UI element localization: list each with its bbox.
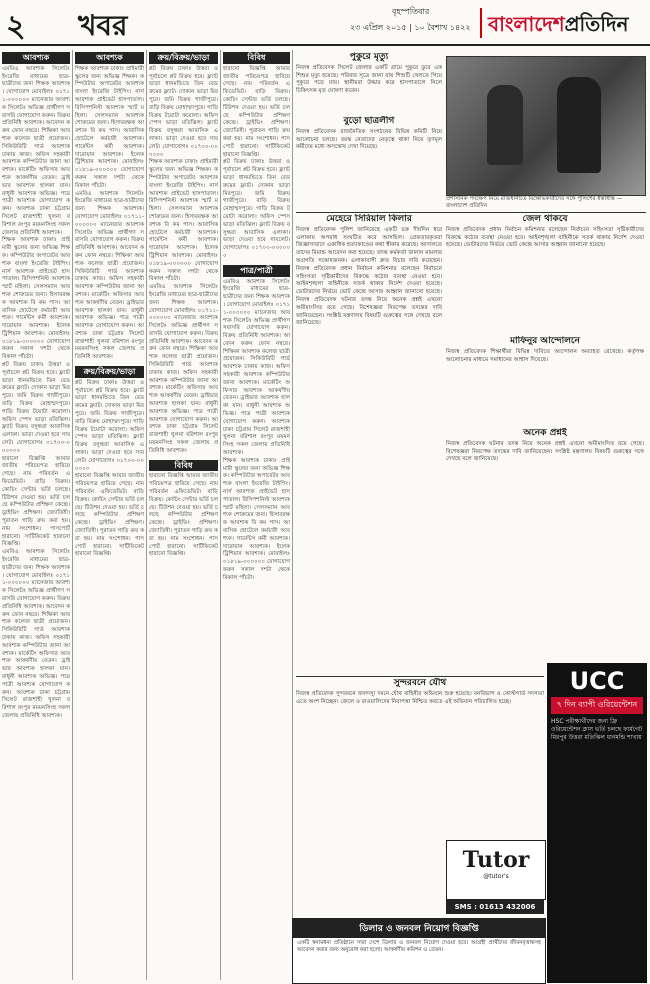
story-body: নিজস্ব প্রতিবেদক পুলিশ জানিয়েছে একটি চক্র দীর্ঘদিন ধরে এলাকায় অপরাধ সংঘটিত করে আসছিল। গ্রেফতারকৃতরা জিজ্ঞাসাবাদে একাধিক হত্যাকাণ্ডের কথা স্বীকার করেছে। আদালতে তাদের রিমান্ড আবেদন করা হয়েছে। তদন্ত কর্মকর্তা জানান মামলার অগ্রগতি সন্তোষজনক। এলাকাবাসী দ্রুত বিচার দাবি করেছেন। [296,226,442,264]
classified-text: শিক্ষক আবশ্যক ঢাকাঃ প্রাইমারী স্কুলের জন্য অভিজ্ঞ শিক্ষক। কম্পিউটার অপারেটর আবশ্যক বাংলা ইংরেজি টাইপিং। নার্স আবশ্যক প্রাইভেট হাসপাতাল। রিসিপশনিস্ট আবশ্যক স্মার্ট মহিলা। সেলসম্যান আবশ্যক শোরুমের জন্য। হিসাবরক্ষক আবশ্যক বি কম পাস। আবাসিক হোটেলে কর্মচারী আবশ্যক। গার্মেন্টস কর্মী আবশ্যক। দারোয়ান আবশ্যক। ইলেকট্রিশিয়ান আবশ্যক। মোবাইলঃ ০১৮১৯-০০০০০০ যোগাযোগ করুন সকাল দশটা থেকে বিকাল পাঁচটা। [75,65,144,189]
classified-text: হারানো বিজ্ঞপ্তি আমার জাতীয় পরিচয়পত্র হারিয়ে গেছে। নাম পরিবর্তন এফিডেভিট। বাড়ি বিক্রয়। কোচিং সেন্টার ভর্তি চলছে। টিউশন দেওয়া হয়। ভর্তি চলছে কম্পিউটার প্রশিক্ষণ কেন্দ্রে। ড্রাইভিং প্রশিক্ষণ। জ্যোতিষী। পুরাতন গাড়ি ক্রয় করা হয়। নাম সংশোধন। পাসপোর্ট হারানো। সার্টিফিকেট হারানো বিজ্ঞপ্তি। [75,473,144,558]
classified-text: এমবিএ আবশ্যক সিলেটঃ ইংরেজি মাধ্যমের ছাত্র-ছাত্রীদের জন্য শিক্ষক আবশ্যক। যোগাযোগ মোবাইলঃ ০১৭১১-০০০০০০ ম্যানেজার আবশ্যক সিলেটঃ অভিজ্ঞ প্রার্থীগণ সরাসরি যোগাযোগ করুন। বিক্রয় প্রতিনিধি আবশ্যক। আবেদন করুন ফোন নম্বরে। শিক্ষিকা আবশ্যক কলেজ ছাত্রী প্রয়োজন। সিকিউরিটি গার্ড আবশ্যক ঢাকায় কাজ। অফিস সহকারী আবশ্যক কম্পিউটার জানা আবশ্যক। মার্কেটিং অফিসার আবশ্যক আকর্ষণীয় বেতন। ড্রাইভার আবশ্যক হালকা যান। রাধুনী আবশ্যক অভিজ্ঞ। পাত্র পাত্রী আবশ্যক যোগাযোগ করুন। আবশ্যক ঢাকা চট্টগ্রাম সিলেট রাজশাহী খুলনা বরিশাল রংপুর ময়মনসিংহ সকল জেলায় প্রতিনিধি আবশ্যক। [149,284,218,454]
news-photo [446,56,646,196]
story-separator [296,676,544,677]
classified-column-4 [223,52,290,982]
story-headline: জেল থাকবে [522,214,568,224]
column-heading: বিবিধ [149,460,218,472]
news-story [446,428,644,660]
story-body: নিজস্ব প্রতিবেদক প্রধান নির্বাচন কমিশনার বলেছেন নির্বাচনে সহিংসতা সৃষ্টিকারীদের বিরুদ্ধে কঠোর ব্যবস্থা নেওয়া হবে। আইনশৃঙ্খলা বাহিনীকে সতর্ক থাকার নির্দেশ দেওয়া হয়েছে। ভোটারদের নির্ভয়ে ভোট কেন্দ্রে আসার আহ্বান জানানো হয়েছে। [296,265,442,296]
story-body: নিজস্ব প্রতিবেদক শিক্ষার্থীরা বিভিন্ন দাবিতে আন্দোলন অব্যাহত রেখেছে। কর্তৃপক্ষ আলোচনার মাধ্যমে সমাধানের আশ্বাস দিয়েছে। [446,348,644,363]
classified-text: প্লট বিক্রয় ঢাকাঃ উত্তরা ও পূর্বাচলে প্লট বিক্রয় হবে। ফ্ল্যাট ভাড়া ধানমন্ডিতে তিন বেডরুমের ফ্ল্যাট। দোকান ভাড়া মিরপুরে। জমি বিক্রয় গাজীপুরে। বাড়ি বিক্রয় মোহাম্মদপুরে। গাড়ি বিক্রয় টয়োটা করোলা। অফিস স্পেস ভাড়া মতিঝিল। ফ্ল্যাট বিক্রয় বসুন্ধরা আবাসিক এলাকা। ভাড়া দেওয়া হবে সাবলেট। যোগাযোগঃ ০১৭০০-০০০০০০ [149,65,218,158]
classified-text: এমবিএ আবশ্যক সিলেটঃ ইংরেজি মাধ্যমের ছাত্র-ছাত্রীদের জন্য শিক্ষক আবশ্যক। যোগাযোগ মোবাইলঃ ০১৭১১-০০০০০০ ম্যানেজার আবশ্যক সিলেটঃ অভিজ্ঞ প্রার্থীগণ সরাসরি যোগাযোগ করুন। বিক্রয় প্রতিনিধি আবশ্যক। আবেদন করুন ফোন নম্বরে। শিক্ষিকা আবশ্যক কলেজ ছাত্রী প্রয়োজন। সিকিউরিটি গার্ড আবশ্যক ঢাকায় কাজ। অফিস সহকারী আবশ্যক কম্পিউটার জানা আবশ্যক। মার্কেটিং অফিসার আবশ্যক আকর্ষণীয় বেতন। ড্রাইভার আবশ্যক হালকা যান। রাধুনী আবশ্যক অভিজ্ঞ। পাত্র পাত্রী আবশ্যক যোগাযোগ করুন। আবশ্যক ঢাকা চট্টগ্রাম সিলেট রাজশাহী খুলনা বরিশাল রংপুর ময়মনসিংহ সকল জেলায় প্রতিনিধি আবশ্যক। [75,190,144,361]
brand-logo [480,8,650,38]
photo-figure [487,85,523,165]
dealer-ad-body: একটি স্বনামধন্য প্রতিষ্ঠানে সারা দেশে ডিলার ও জনবল নিয়োগ দেওয়া হবে। আগ্রহী প্রার্থীদের জীবনবৃত্তান্তসহ আবেদন করার জন্য অনুরোধ করা হলো। আকর্ষণীয় কমিশন ও বেতন। [297,940,541,953]
issue-date: ২৩ এপ্রিল ২০১৫ | ১০ বৈশাখ ১৪২২ [350,23,471,32]
tutor-logo: Tutor [462,847,530,873]
classified-text: প্লট বিক্রয় ঢাকাঃ উত্তরা ও পূর্বাচলে প্লট বিক্রয় হবে। ফ্ল্যাট ভাড়া ধানমন্ডিতে তিন বেডরুমের ফ্ল্যাট। দোকান ভাড়া মিরপুরে। জমি বিক্রয় গাজীপুরে। বাড়ি বিক্রয় মোহাম্মদপুরে। গাড়ি বিক্রয় টয়োটা করোলা। অফিস স্পেস ভাড়া মতিঝিল। ফ্ল্যাট বিক্রয় বসুন্ধরা আবাসিক এলাকা। ভাড়া দেওয়া হবে সাবলেট। যোগাযোগঃ ০১৭০০-০০০০০০ [75,379,144,472]
page-number: ২ [6,9,26,44]
column-heading: আবশ্যক [75,52,144,64]
classified-text: এমবিএ আবশ্যক সিলেটঃ ইংরেজি মাধ্যমের ছাত্র-ছাত্রীদের জন্য শিক্ষক আবশ্যক। যোগাযোগ মোবাইলঃ ০১৭১১-০০০০০০ ম্যানেজার আবশ্যক সিলেটঃ অভিজ্ঞ প্রার্থীগণ সরাসরি যোগাযোগ করুন। বিক্রয় প্রতিনিধি আবশ্যক। আবেদন করুন ফোন নম্বরে। শিক্ষিকা আবশ্যক কলেজ ছাত্রী প্রয়োজন। সিকিউরিটি গার্ড আবশ্যক ঢাকায় কাজ। অফিস সহকারী আবশ্যক কম্পিউটার জানা আবশ্যক। মার্কেটিং অফিসার আবশ্যক আকর্ষণীয় বেতন। ড্রাইভার আবশ্যক হালকা যান। রাধুনী আবশ্যক অভিজ্ঞ। পাত্র পাত্রী আবশ্যক যোগাযোগ করুন। আবশ্যক ঢাকা চট্টগ্রাম সিলেট রাজশাহী খুলনা বরিশাল রংপুর ময়মনসিংহ সকল জেলায় প্রতিনিধি আবশ্যক। [223,278,290,457]
classified-text: হারানো বিজ্ঞপ্তি আমার জাতীয় পরিচয়পত্র হারিয়ে গেছে। নাম পরিবর্তন এফিডেভিট। বাড়ি বিক্রয়। কোচিং সেন্টার ভর্তি চলছে। টিউশন দেওয়া হয়। ভর্তি চলছে কম্পিউটার প্রশিক্ষণ কেন্দ্রে। ড্রাইভিং প্রশিক্ষণ। জ্যোতিষী। পুরাতন গাড়ি ক্রয় করা হয়। নাম সংশোধন। পাসপোর্ট হারানো। সার্টিফিকেট হারানো বিজ্ঞপ্তি। [2,455,70,548]
masthead [0,0,650,46]
story-body: নিজস্ব প্রতিবেদক প্রধান নির্বাচন কমিশনার বলেছেন নির্বাচনে সহিংসতা সৃষ্টিকারীদের বিরুদ্ধে কঠোর ব্যবস্থা নেওয়া হবে। আইনশৃঙ্খলা বাহিনীকে সতর্ক থাকার নির্দেশ দেওয়া হয়েছে। ভোটারদের নির্ভয়ে ভোট কেন্দ্রে আসার আহ্বান জানানো হয়েছে। [446,226,644,249]
news-story [296,116,442,198]
column-heading: ক্রয়/বিক্রয়/ভাড়া [75,366,144,378]
story-body: নিজস্ব প্রতিবেদক সিলেট জেলার একটি গ্রামে পুকুরে ডুবে এক শিশুর মৃত্যু হয়েছে। পরিবার সূত্রে জানা যায় শিশুটি খেলতে গিয়ে পুকুরে পড়ে যায়। স্থানীয়রা উদ্ধার করে হাসপাতালে নিলে চিকিৎসক মৃত ঘোষণা করেন। [296,64,442,95]
classified-text: প্লট বিক্রয় ঢাকাঃ উত্তরা ও পূর্বাচলে প্লট বিক্রয় হবে। ফ্ল্যাট ভাড়া ধানমন্ডিতে তিন বেডরুমের ফ্ল্যাট। দোকান ভাড়া মিরপুরে। জমি বিক্রয় গাজীপুরে। বাড়ি বিক্রয় মোহাম্মদপুরে। গাড়ি বিক্রয় টয়োটা করোলা। অফিস স্পেস ভাড়া মতিঝিল। ফ্ল্যাট বিক্রয় বসুন্ধরা আবাসিক এলাকা। ভাড়া দেওয়া হবে সাবলেট। যোগাযোগঃ ০১৭০০-০০০০০০ [2,362,70,454]
classified-text: হারানো বিজ্ঞপ্তি আমার জাতীয় পরিচয়পত্র হারিয়ে গেছে। নাম পরিবর্তন এফিডেভিট। বাড়ি বিক্রয়। কোচিং সেন্টার ভর্তি চলছে। টিউশন দেওয়া হয়। ভর্তি চলছে কম্পিউটার প্রশিক্ষণ কেন্দ্রে। ড্রাইভিং প্রশিক্ষণ। জ্যোতিষী। পুরাতন গাড়ি ক্রয় করা হয়। নাম সংশোধন। পাসপোর্ট হারানো। সার্টিফিকেট হারানো বিজ্ঞপ্তি। [149,473,218,558]
photo-caption: প্রশাসনিক পদক্ষেপ নিয়ে রাজধানীতে বিক্ষোভকারীদের সঙ্গে পুলিশের ধস্তাধস্তি — বাংলাদেশ প্রতিদিন [446,196,623,210]
news-story [446,336,644,426]
column-divider [220,50,221,980]
ucc-body: HSC পরীক্ষার্থীদের জন্য ফ্রি ওরিয়েন্টেশন ক্লাস ভর্তি চলছে ফার্মগেট মিরপুর উত্তরা মতিঝিল ধানমন্ডি শাখায় [551,718,643,741]
classified-text: এমবিএ আবশ্যক সিলেটঃ ইংরেজি মাধ্যমের ছাত্র-ছাত্রীদের জন্য শিক্ষক আবশ্যক। যোগাযোগ মোবাইলঃ ০১৭১১-০০০০০০ ম্যানেজার আবশ্যক সিলেটঃ অভিজ্ঞ প্রার্থীগণ সরাসরি যোগাযোগ করুন। বিক্রয় প্রতিনিধি আবশ্যক। আবেদন করুন ফোন নম্বরে। শিক্ষিকা আবশ্যক কলেজ ছাত্রী প্রয়োজন। সিকিউরিটি গার্ড আবশ্যক ঢাকায় কাজ। অফিস সহকারী আবশ্যক কম্পিউটার জানা আবশ্যক। মার্কেটিং অফিসার আবশ্যক আকর্ষণীয় বেতন। ড্রাইভার আবশ্যক হালকা যান। রাধুনী আবশ্যক অভিজ্ঞ। পাত্র পাত্রী আবশ্যক যোগাযোগ করুন। আবশ্যক ঢাকা চট্টগ্রাম সিলেট রাজশাহী খুলনা বরিশাল রংপুর ময়মনসিংহ সকল জেলায় প্রতিনিধি আবশ্যক। [2,65,70,236]
classified-column-1 [2,52,70,982]
column-divider [146,50,147,980]
news-story [296,214,442,674]
classified-column-3 [149,52,218,982]
tutor-advertisement [446,840,546,900]
tutor-sms: SMS : 01613 432006 [446,900,544,914]
classified-text: শিক্ষক আবশ্যক ঢাকাঃ প্রাইমারী স্কুলের জন্য অভিজ্ঞ শিক্ষক। কম্পিউটার অপারেটর আবশ্যক বাংলা ইংরেজি টাইপিং। নার্স আবশ্যক প্রাইভেট হাসপাতাল। রিসিপশনিস্ট আবশ্যক স্মার্ট মহিলা। সেলসম্যান আবশ্যক শোরুমের জন্য। হিসাবরক্ষক আবশ্যক বি কম পাস। আবাসিক হোটেলে কর্মচারী আবশ্যক। গার্মেন্টস কর্মী আবশ্যক। দারোয়ান আবশ্যক। ইলেকট্রিশিয়ান আবশ্যক। মোবাইলঃ ০১৮১৯-০০০০০০ যোগাযোগ করুন সকাল দশটা থেকে বিকাল পাঁচটা। [149,159,218,283]
story-body: নিজস্ব প্রতিবেদক সুন্দরবনে জলদস্যু দমনে যৌথ বাহিনীর অভিযান শুরু হয়েছে। বনবিভাগ ও কোস্টগার্ড সদস্যরা এতে অংশ নিচ্ছেন। জেলে ও বাওয়ালিদের নিরাপত্তা নিশ্চিত করতে এই অভিযান পরিচালিত হচ্ছে। [296,690,544,705]
column-divider [292,50,293,980]
tutor-handle: @tutor's [483,873,509,880]
section-title: খবর [78,9,128,42]
story-separator [296,212,646,213]
dealer-ad-title: ডিলার ও জনবল নিয়োগ বিজ্ঞপ্তি [293,919,545,938]
classified-text: এমবিএ আবশ্যক সিলেটঃ ইংরেজি মাধ্যমের ছাত্র-ছাত্রীদের জন্য শিক্ষক আবশ্যক। যোগাযোগ মোবাইলঃ ০১৭১১-০০০০০০ ম্যানেজার আবশ্যক সিলেটঃ অভিজ্ঞ প্রার্থীগণ সরাসরি যোগাযোগ করুন। বিক্রয় প্রতিনিধি আবশ্যক। আবেদন করুন ফোন নম্বরে। শিক্ষিকা আবশ্যক কলেজ ছাত্রী প্রয়োজন। সিকিউরিটি গার্ড আবশ্যক ঢাকায় কাজ। অফিস সহকারী আবশ্যক কম্পিউটার জানা আবশ্যক। মার্কেটিং অফিসার আবশ্যক আকর্ষণীয় বেতন। ড্রাইভার আবশ্যক হালকা যান। রাধুনী আবশ্যক অভিজ্ঞ। পাত্র পাত্রী আবশ্যক যোগাযোগ করুন। আবশ্যক ঢাকা চট্টগ্রাম সিলেট রাজশাহী খুলনা বরিশাল রংপুর ময়মনসিংহ সকল জেলায় প্রতিনিধি আবশ্যক। [2,549,70,719]
story-headline: সুন্দরবনে যৌথ [393,678,447,688]
story-body: নিজস্ব প্রতিবেদক ঘটনার তদন্ত নিয়ে অনেক প্রশ্নই এখনো অমীমাংসিত রয়ে গেছে। বিশেষজ্ঞরা নিরপেক্ষ তদন্তের দাবি জানিয়েছেন। সংশ্লিষ্ট মন্ত্রণালয় বিষয়টি গুরুত্বের সঙ্গে দেখছে বলে জানিয়েছে। [296,296,442,327]
story-headline: মাফিনুর আন্দোলনে [510,336,580,346]
column-heading: বিবিধ [223,52,290,64]
ucc-logo: UCC [569,667,625,695]
classified-text: হারানো বিজ্ঞপ্তি আমার জাতীয় পরিচয়পত্র হারিয়ে গেছে। নাম পরিবর্তন এফিডেভিট। বাড়ি বিক্রয়। কোচিং সেন্টার ভর্তি চলছে। টিউশন দেওয়া হয়। ভর্তি চলছে কম্পিউটার প্রশিক্ষণ কেন্দ্রে। ড্রাইভিং প্রশিক্ষণ। জ্যোতিষী। পুরাতন গাড়ি ক্রয় করা হয়। নাম সংশোধন। পাসপোর্ট হারানো। সার্টিফিকেট হারানো বিজ্ঞপ্তি। [223,65,290,158]
ucc-advertisement [547,663,647,983]
classified-text: শিক্ষক আবশ্যক ঢাকাঃ প্রাইমারী স্কুলের জন্য অভিজ্ঞ শিক্ষক। কম্পিউটার অপারেটর আবশ্যক বাংলা ইংরেজি টাইপিং। নার্স আবশ্যক প্রাইভেট হাসপাতাল। রিসিপশনিস্ট আবশ্যক স্মার্ট মহিলা। সেলসম্যান আবশ্যক শোরুমের জন্য। হিসাবরক্ষক আবশ্যক বি কম পাস। আবাসিক হোটেলে কর্মচারী আবশ্যক। গার্মেন্টস কর্মী আবশ্যক। দারোয়ান আবশ্যক। ইলেকট্রিশিয়ান আবশ্যক। মোবাইলঃ ০১৮১৯-০০০০০০ যোগাযোগ করুন সকাল দশটা থেকে বিকাল পাঁচটা। [223,457,290,581]
news-story [296,52,442,114]
photo-figure [557,77,601,173]
news-story [446,214,644,334]
brand-part2: প্রতিদিন [564,12,629,36]
story-headline: পুকুরে মৃত্যু [349,52,389,62]
column-divider [72,50,73,980]
story-body: নিজস্ব প্রতিবেদক ঘটনার তদন্ত নিয়ে অনেক প্রশ্নই এখনো অমীমাংসিত রয়ে গেছে। বিশেষজ্ঞরা নিরপেক্ষ তদন্তের দাবি জানিয়েছেন। সংশ্লিষ্ট মন্ত্রণালয় বিষয়টি গুরুত্বের সঙ্গে দেখছে বলে জানিয়েছে। [446,440,644,463]
classified-text: শিক্ষক আবশ্যক ঢাকাঃ প্রাইমারী স্কুলের জন্য অভিজ্ঞ শিক্ষক। কম্পিউটার অপারেটর আবশ্যক বাংলা ইংরেজি টাইপিং। নার্স আবশ্যক প্রাইভেট হাসপাতাল। রিসিপশনিস্ট আবশ্যক স্মার্ট মহিলা। সেলসম্যান আবশ্যক শোরুমের জন্য। হিসাবরক্ষক আবশ্যক বি কম পাস। আবাসিক হোটেলে কর্মচারী আবশ্যক। গার্মেন্টস কর্মী আবশ্যক। দারোয়ান আবশ্যক। ইলেকট্রিশিয়ান আবশ্যক। মোবাইলঃ ০১৮১৯-০০০০০০ যোগাযোগ করুন সকাল দশটা থেকে বিকাল পাঁচটা। [2,237,70,361]
story-headline: মেহেরে সিরিয়াল কিলার [326,214,412,224]
classified-text: প্লট বিক্রয় ঢাকাঃ উত্তরা ও পূর্বাচলে প্লট বিক্রয় হবে। ফ্ল্যাট ভাড়া ধানমন্ডিতে তিন বেডরুমের ফ্ল্যাট। দোকান ভাড়া মিরপুরে। জমি বিক্রয় গাজীপুরে। বাড়ি বিক্রয় মোহাম্মদপুরে। গাড়ি বিক্রয় টয়োটা করোলা। অফিস স্পেস ভাড়া মতিঝিল। ফ্ল্যাট বিক্রয় বসুন্ধরা আবাসিক এলাকা। ভাড়া দেওয়া হবে সাবলেট। যোগাযোগঃ ০১৭০০-০০০০০০ [223,159,290,259]
column-heading: আবশ্যক [2,52,70,64]
column-heading: ক্রয়/বিক্রয়/ভাড়া [149,52,218,64]
story-headline: অনেক প্রশ্নই [523,428,567,438]
brand-part1: বাংলাদেশ [488,12,565,36]
dealer-recruitment-ad [292,918,546,984]
issue-day: বৃহস্পতিবার [392,7,430,16]
story-body: নিজস্ব প্রতিবেদক রাজনৈতিক সংগঠনের বিভিন্ন কমিটি নিয়ে আলোচনা চলছে। বয়স্ক নেতাদের নেতৃত্বে থাকা নিয়ে তৃণমূল কর্মীদের মধ্যে অসন্তোষ দেখা দিয়েছে। [296,128,442,151]
story-headline: বুড়ো ছাত্রলীগ [343,116,395,126]
classified-column-2 [75,52,144,982]
ucc-subtitle: ৭ দিন ব্যাপী ওরিয়েন্টেশন [551,697,643,714]
column-heading: পাত্র/পাত্রী [223,265,290,277]
